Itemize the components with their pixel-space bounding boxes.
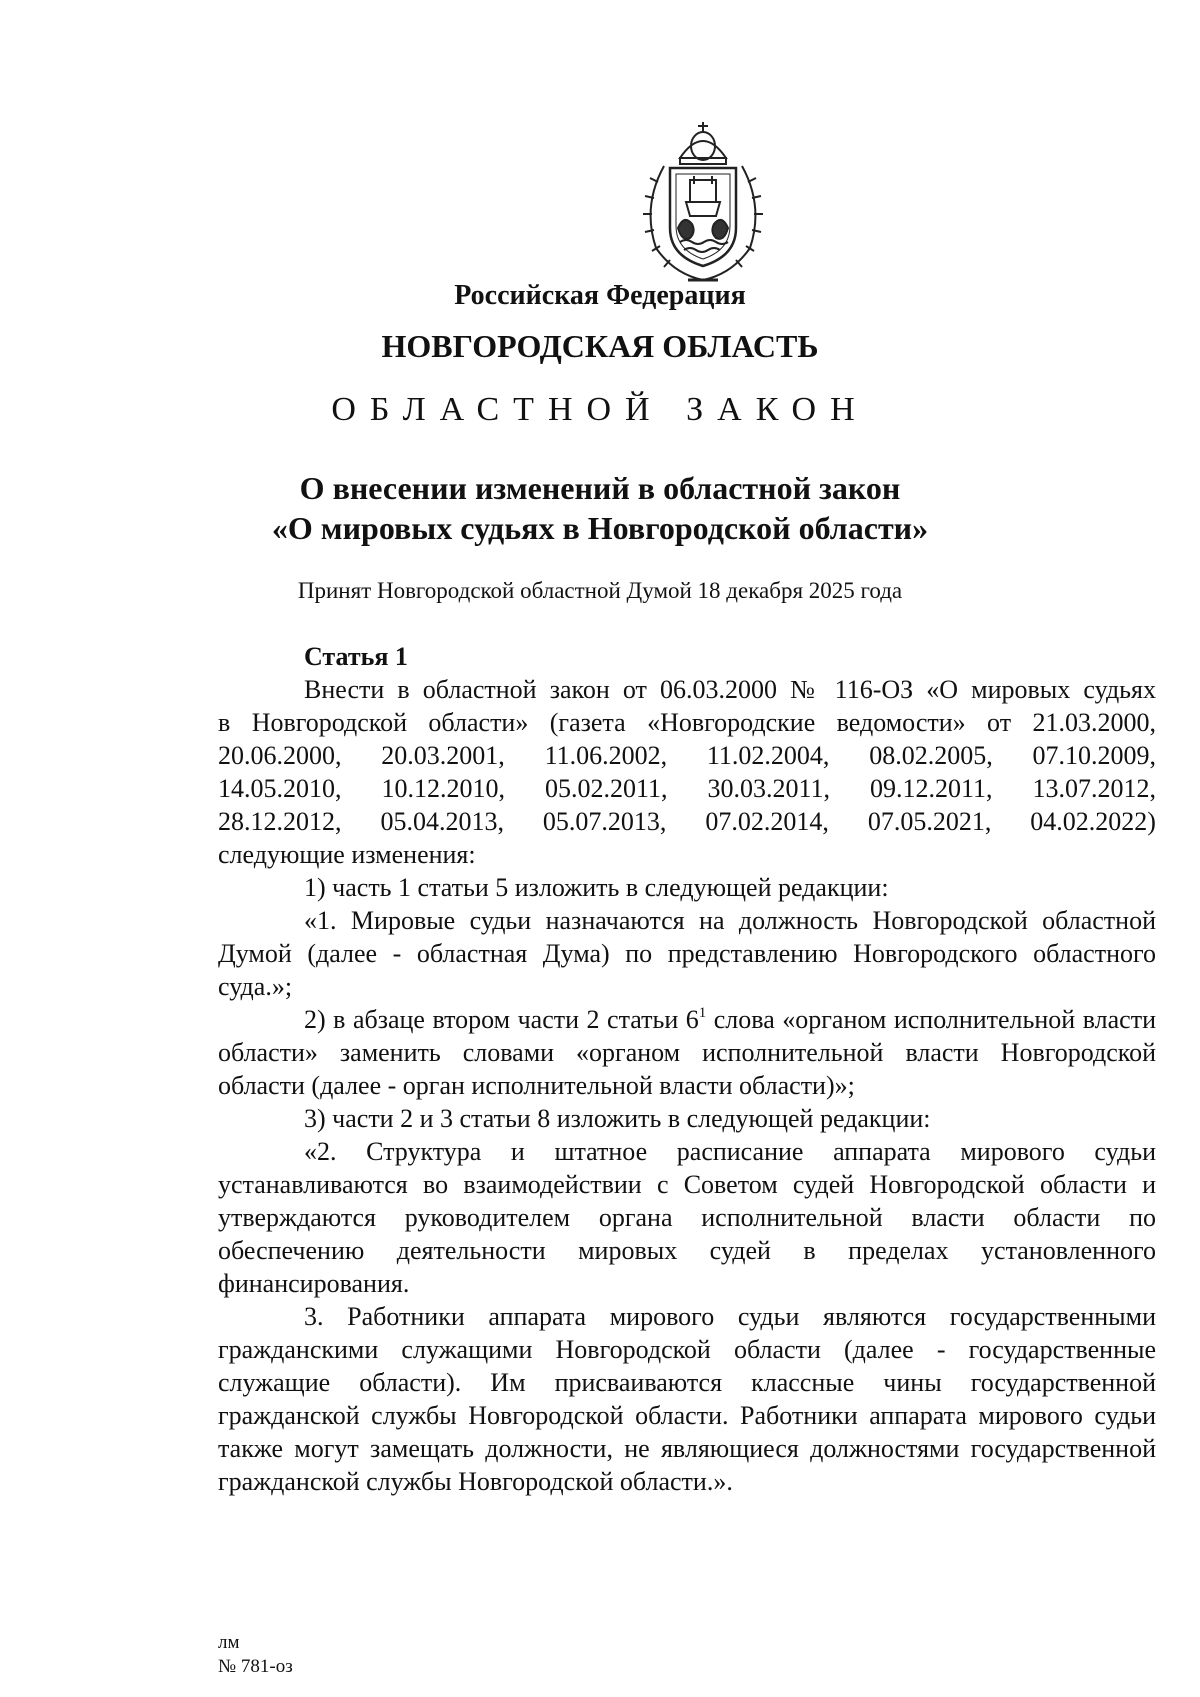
document-footer: [218, 1631, 293, 1679]
amendment-item-2: [218, 1003, 1156, 1102]
article-intro-line2: в Новгородской области» (газета «Новгородские ведомости» от 21.03.2000,: [218, 708, 1156, 737]
amendment-date: 20.03.2001,: [381, 741, 505, 770]
amendment-date: 09.12.2011,: [869, 774, 993, 803]
amendment-date: 10.12.2010,: [381, 774, 505, 803]
amendment-date: 13.07.2012,: [1032, 774, 1156, 803]
operator-initials: лм: [218, 1632, 240, 1653]
amendment-item-2-start: 2) в абзаце втором части 2 статьи 6: [304, 1005, 699, 1034]
novgorod-coat-of-arms-emblem: [628, 116, 778, 288]
article-title: Статья 1: [304, 642, 408, 671]
amendment-item-3-part3: 3. Работники аппарата мирового судьи являются государственными гражданскими служащими Новгородской области (далее - государственные служащие области). Им присваиваются классные чины государственной гражданской службы Новгородской области. Работники аппарата мирового судьи также могут замещать должности, не являющиеся должностями государственной гражданской службы Новгородской области.».: [218, 1302, 1156, 1496]
law-type-heading: ОБЛАСТНОЙ ЗАКОН: [331, 391, 869, 428]
amendment-dates-row: [218, 772, 1156, 805]
law-number: № 781-оз: [218, 1656, 293, 1677]
article-body: [218, 640, 1156, 1498]
amendment-item-2-rest: слова «органом исполнительной власти области» заменить словами «органом исполнительной власти Новгородской области (далее - орган исполнительной власти области)»;: [218, 1005, 1156, 1100]
law-title-line1: О внесении изменений в областной закон: [299, 470, 901, 506]
amendment-date: 14.05.2010,: [218, 774, 342, 803]
amendment-date: 28.12.2012,: [218, 807, 342, 836]
amendment-date: 05.02.2011,: [544, 774, 668, 803]
amendment-date: 04.02.2022): [1030, 807, 1156, 836]
article-intro-end: следующие изменения:: [218, 840, 476, 869]
amendment-item-1-text: «1. Мировые судьи назначаются на должность Новгородской областной Думой (далее - областная Дума) по представлению Новгородского областного суда.»;: [218, 906, 1156, 1001]
amendment-date: 30.03.2011,: [707, 774, 830, 803]
article-superscript: 1: [698, 1005, 707, 1021]
law-title: [0, 468, 1200, 548]
amendment-item-3-part2: «2. Структура и штатное расписание аппарата мирового судьи устанавливаются во взаимодействии с Советом судей Новгородской области и утверждаются руководителем органа исполнительной власти области по обеспечению деятельности мировых судей в пределах установленного финансирования.: [218, 1137, 1156, 1298]
article-intro-line1: Внести в областной закон от 06.03.2000 № 116-ОЗ «О мировых судьях: [304, 675, 1156, 704]
amendment-date: 11.06.2002,: [544, 741, 668, 770]
amendment-item-1: 1) часть 1 статьи 5 изложить в следующей редакции:: [304, 873, 889, 902]
adoption-note: Принят Новгородской областной Думой 18 декабря 2025 года: [297, 578, 903, 603]
oblast-heading: НОВГОРОДСКАЯ ОБЛАСТЬ: [381, 328, 819, 364]
amendment-date: 05.04.2013,: [380, 807, 504, 836]
amendment-date: 11.02.2004,: [706, 741, 830, 770]
amendment-date: 07.05.2021,: [867, 807, 992, 836]
amendment-dates-row: [218, 739, 1156, 772]
amendment-date: 07.02.2014,: [705, 807, 829, 836]
federation-heading: Российская Федерация: [454, 280, 746, 311]
amendment-date: 20.06.2000,: [218, 741, 342, 770]
amendment-date: 07.10.2009,: [1032, 741, 1156, 770]
amendment-dates-row: [218, 805, 1156, 838]
amendment-item-3: 3) части 2 и 3 статьи 8 изложить в следующей редакции:: [304, 1104, 931, 1133]
amendment-date: 05.07.2013,: [542, 807, 667, 836]
amendment-date: 08.02.2005,: [869, 741, 993, 770]
law-title-line2: «О мировых судьях в Новгородской области»: [271, 510, 929, 546]
